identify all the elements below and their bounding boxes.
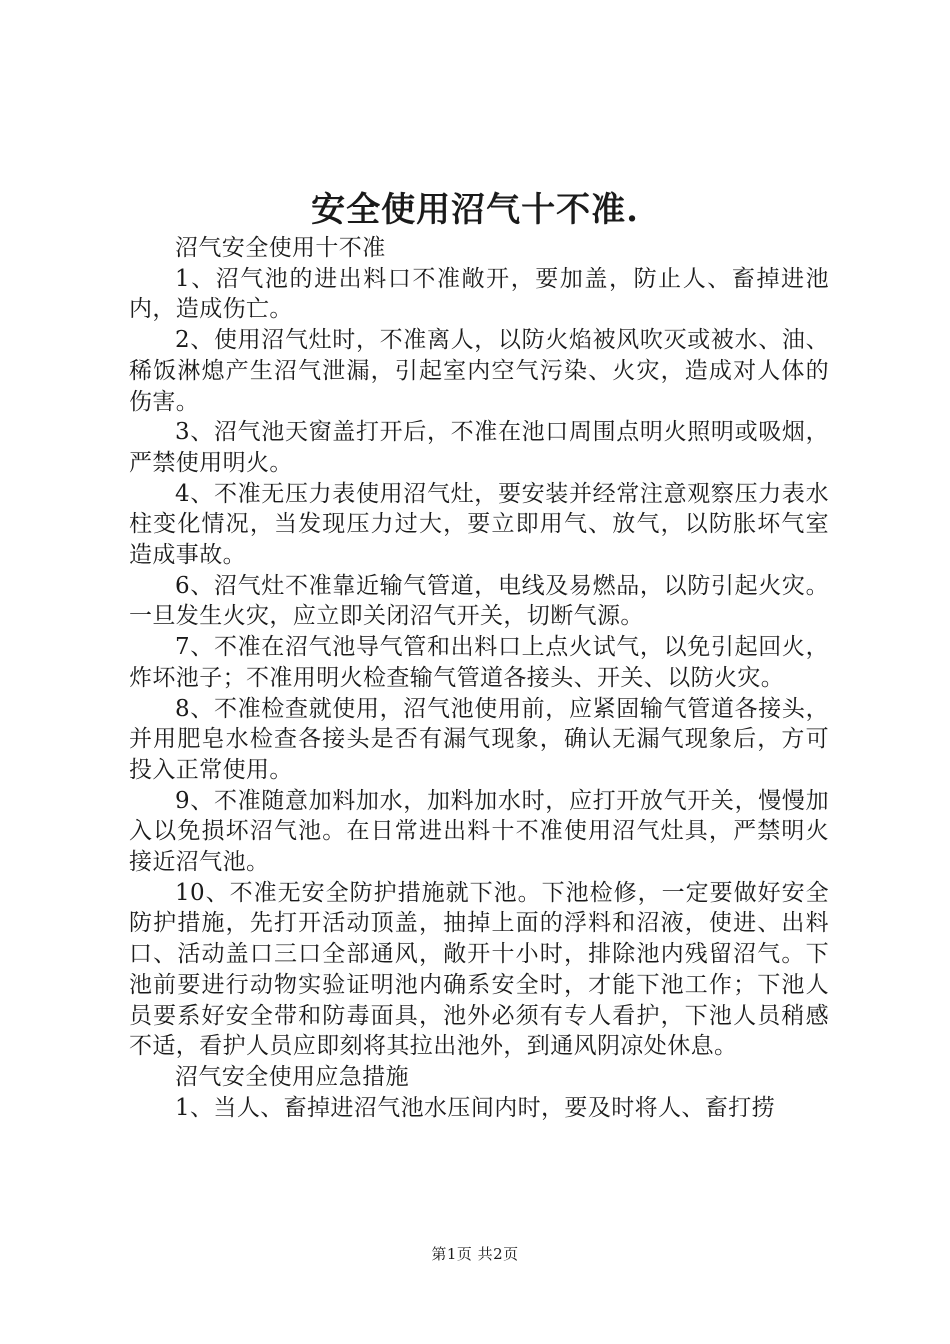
rule-paragraph-8: 8、不准检查就使用，沼气池使用前，应紧固输气管道各接头，并用肥皂水检查各接头是否有漏气现象，确认无漏气现象后，方可投入正常使用。	[129, 695, 829, 783]
emergency-paragraph-1: 1、当人、畜掉进沼气池水压间内时，要及时将人、畜打捞	[175, 1094, 776, 1121]
rule-paragraph-6: 6、沼气灶不准靠近输气管道，电线及易燃品，以防引起火灾。一旦发生火灾，应立即关闭沼气开关，切断气源。	[129, 572, 829, 630]
rule-paragraph-10: 10、不准无安全防护措施就下池。下池检修，一定要做好安全防护措施，先打开活动顶盖，抽掉上面的浮料和沼液，使进、出料口、活动盖口三口全部通风，敞开十小时，排除池内残留沼气。下池前要进行动物实验证明池内确系安全时，才能下池工作；下池人员要系好安全带和防毒面具，池外必须有专人看护，下池人员稍感不适，看护人员应即刻将其拉出池外，到通风阴凉处休息。	[129, 879, 829, 1060]
rule-paragraph-2: 2、使用沼气灶时，不准离人，以防火焰被风吹灭或被水、油、稀饭淋熄产生沼气泄漏，引起室内空气污染、火灾，造成对人体的伤害。	[129, 327, 829, 415]
rule-paragraph-7: 7、不准在沼气池导气管和出料口上点火试气，以免引起回火，炸坏池子；不准用明火检查输气管道各接头、开关、以防火灾。	[129, 634, 829, 691]
document-body	[129, 233, 829, 1123]
rule-paragraph-9: 9、不准随意加料加水，加料加水时，应打开放气开关，慢慢加入以免损坏沼气池。在日常进出料十不准使用沼气灶具，严禁明火接近沼气池。	[129, 787, 829, 876]
document-title: 安全使用沼气十不准.	[311, 190, 639, 230]
page-footer: 第1页 共2页	[431, 1245, 519, 1263]
section-heading-rules: 沼气安全使用十不准	[175, 235, 386, 261]
section-heading-emergency: 沼气安全使用应急措施	[175, 1063, 409, 1090]
rule-paragraph-3: 3、沼气池天窗盖打开后，不准在池口周围点明火照明或吸烟，严禁使用明火。	[129, 419, 829, 476]
rule-paragraph-1: 1、沼气池的进出料口不准敞开，要加盖，防止人、畜掉进池内，造成伤亡。	[129, 265, 829, 323]
rule-paragraph-4: 4、不准无压力表使用沼气灶，要安装并经常注意观察压力表水柱变化情况，当发现压力过大，要立即用气、放气，以防胀坏气室造成事故。	[129, 480, 829, 569]
